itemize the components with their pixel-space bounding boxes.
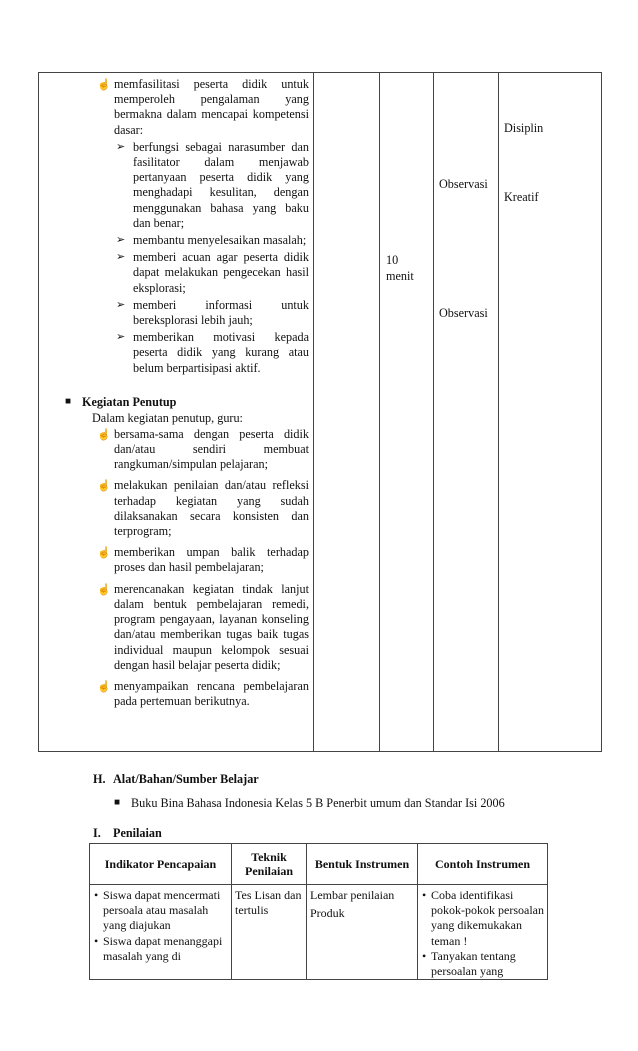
- example-cell: [418, 885, 548, 980]
- list-item: • Tanyakan tentang persoalan yang: [422, 948, 516, 979]
- arrow-bullet-icon: ➢: [116, 234, 126, 247]
- assessment-observation: Observasi: [439, 177, 488, 191]
- closing-item: ☝ menyampaikan rencana pembelajaran pada pertemuan berikutnya.: [97, 678, 309, 709]
- indicator-cell: [90, 885, 232, 980]
- hand-pointer-icon: ☝: [97, 428, 111, 441]
- closing-item: ☝ merencanakan kegiatan tindak lanjut dalam bentuk pembelajaran remedi, program pengayaan, layanan konseling dan/atau memberikan tugas baik tugas individual maupun kelompok sesuai dengan hasil belajar peserta didik;: [97, 581, 309, 672]
- arrow-bullet-icon: ➢: [116, 251, 126, 264]
- closing-item: ☝ melakukan penilaian dan/atau refleksi terhadap kegiatan yang sudah dilaksanakan secara konsisten dan terprogram;: [97, 478, 309, 539]
- core-item: ☝ memfasilitasi peserta didik untuk memperoleh pengalaman yang bermakna dalam mencapai kompetensi dasar:: [97, 77, 309, 137]
- hand-pointer-icon: ☝: [97, 583, 111, 596]
- section-i-heading: I. Penilaian: [93, 826, 162, 840]
- bullet-icon: •: [422, 888, 427, 902]
- activity-table: [38, 72, 602, 752]
- activity-description-cell: [39, 77, 311, 709]
- column-divider: [379, 73, 380, 751]
- bullet-icon: •: [422, 948, 427, 963]
- bullet-icon: •: [94, 888, 99, 902]
- technique-cell: Tes Lisan dan tertulis: [232, 885, 307, 980]
- hand-pointer-icon: ☝: [97, 480, 111, 493]
- column-divider: [498, 73, 499, 751]
- list-item: • Siswa dapat menanggapi masalah yang di: [94, 933, 223, 963]
- bullet-icon: •: [94, 933, 99, 948]
- column-divider: [433, 73, 434, 751]
- hand-pointer-icon: ☝: [97, 547, 111, 560]
- column-header: Bentuk Instrumen: [307, 844, 418, 885]
- list-item: • Siswa dapat mencermati persoala atau masalah yang diajukan: [94, 888, 221, 933]
- closing-item: ☝ memberikan umpan balik terhadap proses dan hasil pembelajaran;: [97, 545, 309, 575]
- square-bullet-icon: ■: [65, 395, 72, 407]
- assessment-observation: Observasi: [439, 306, 488, 320]
- hand-pointer-icon: ☝: [97, 79, 111, 91]
- table-header-row: [90, 844, 548, 885]
- closing-intro: Dalam kegiatan penutup, guru:: [92, 410, 243, 425]
- section-h-heading: H. Alat/Bahan/Sumber Belajar: [93, 772, 259, 786]
- sub-item: ➢ memberi informasi untuk bereksplorasi lebih jauh;: [116, 297, 309, 328]
- column-header: Teknik Penilaian: [232, 844, 307, 885]
- hand-pointer-icon: ☝: [97, 680, 111, 693]
- closing-item: ☝ bersama-sama dengan peserta didik dan/atau sendiri membuat rangkuman/simpulan pelajaran;: [97, 426, 309, 472]
- arrow-bullet-icon: ➢: [116, 331, 126, 344]
- instrument-form-cell: Lembar penilaian Produk: [307, 885, 418, 980]
- assessment-table: [89, 843, 548, 980]
- time-allocation: 10 menit: [386, 253, 414, 283]
- table-row: [90, 885, 548, 980]
- learning-resource-item: ■ Buku Bina Bahasa Indonesia Kelas 5 B Penerbit umum dan Standar Isi 2006: [114, 796, 505, 810]
- column-header: Contoh Instrumen: [418, 844, 548, 885]
- arrow-bullet-icon: ➢: [116, 140, 126, 153]
- sub-item: ➢ memberi acuan agar peserta didik dapat melakukan pengecekan hasil eksplorasi;: [116, 250, 309, 295]
- column-header: Indikator Pencapaian: [90, 844, 232, 885]
- square-bullet-icon: ■: [114, 797, 121, 808]
- sub-item: ➢ memberikan motivasi kepada peserta didik yang kurang atau belum berpartisipasi aktif.: [116, 330, 309, 375]
- character-value: Kreatif: [504, 190, 539, 204]
- sub-item: ➢ membantu menyelesaikan masalah;: [116, 233, 307, 248]
- closing-heading: ■ Kegiatan Penutup: [65, 394, 177, 409]
- list-item: • Coba identifikasi pokok-pokok persoalan yang dikemukakan teman !: [422, 888, 544, 948]
- sub-item: ➢ berfungsi sebagai narasumber dan fasilitator dalam menjawab pertanyaan peserta didik yang menghadapi kesulitan, dengan menggunakan bahasa yang baku dan benar;: [116, 139, 309, 230]
- column-divider: [313, 73, 314, 751]
- character-value: Disiplin: [504, 121, 544, 135]
- arrow-bullet-icon: ➢: [116, 298, 126, 311]
